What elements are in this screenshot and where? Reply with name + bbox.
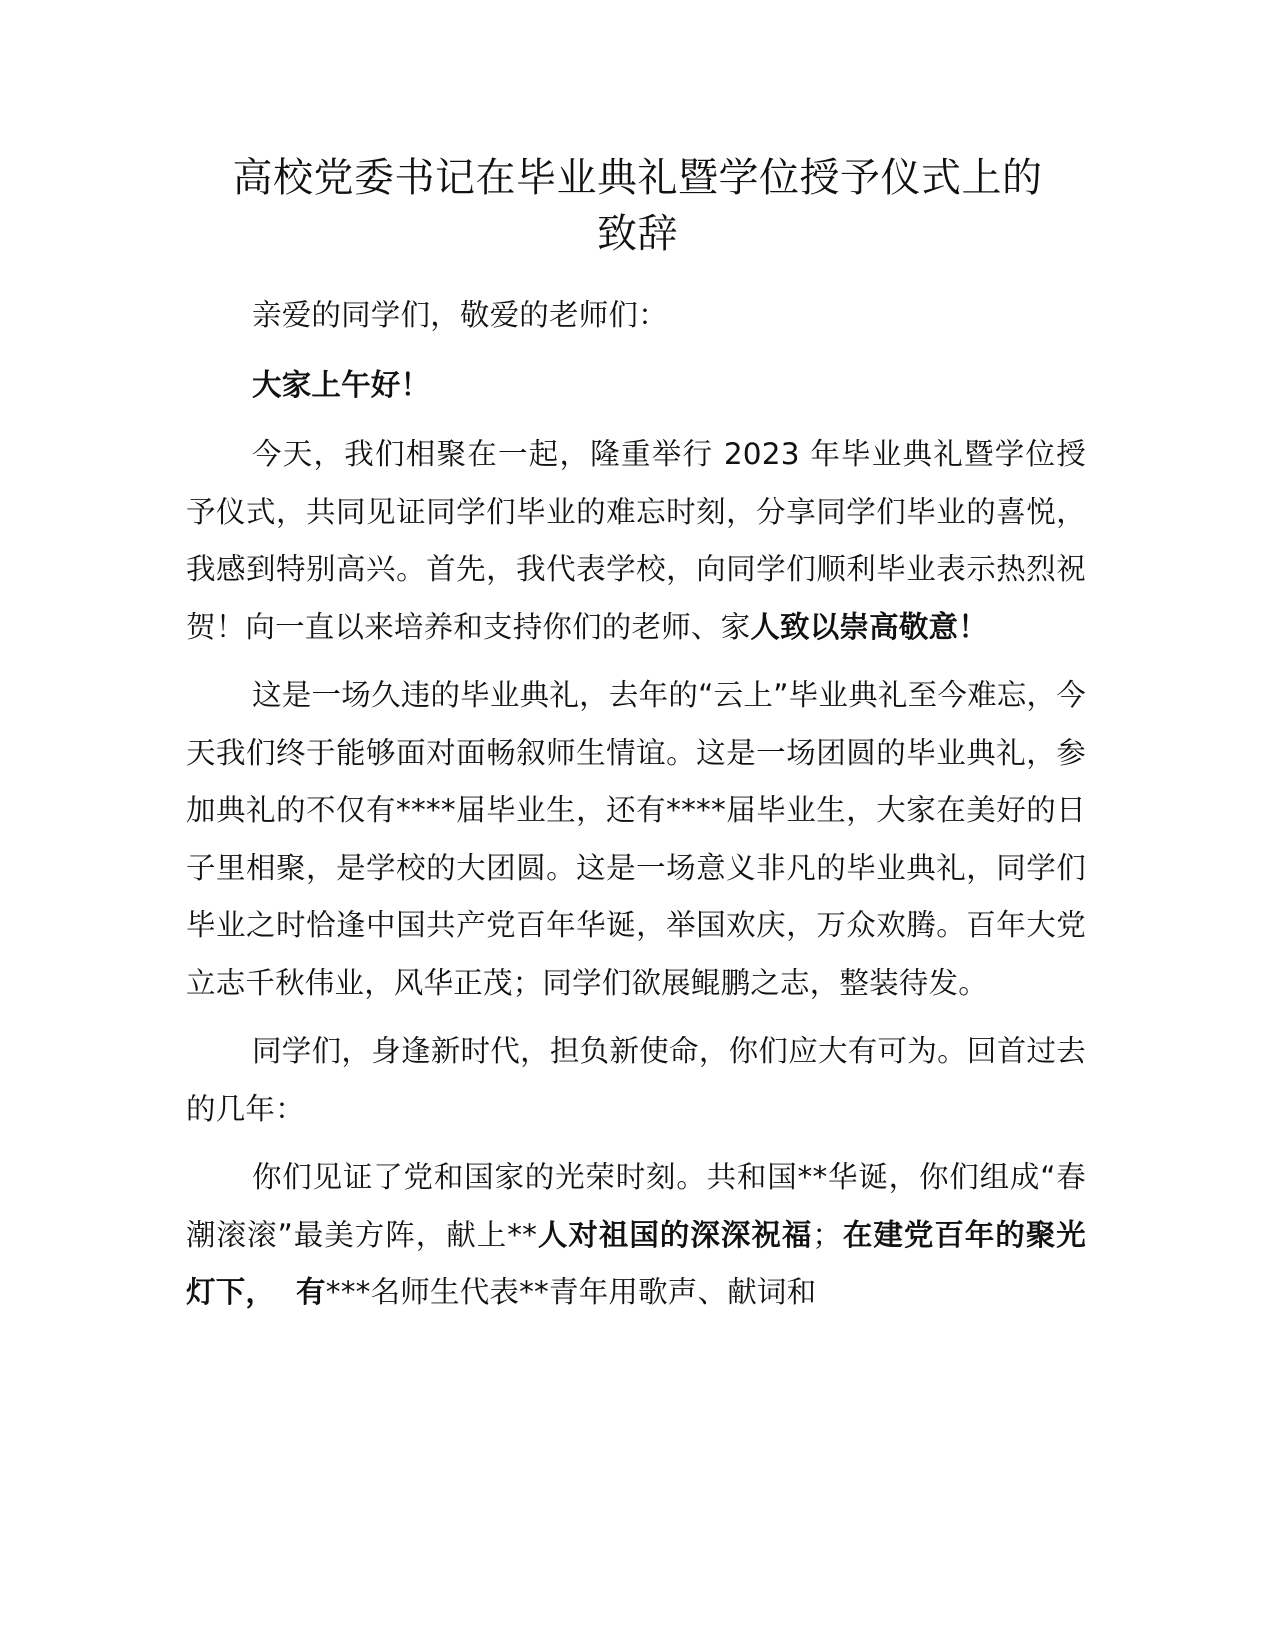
paragraph-1-bold-end: 人致以崇高敬意！: [750, 609, 988, 644]
paragraph-3: 同学们，身逢新时代，担负新使命，你们应大有可为。回首过去的几年：: [186, 1034, 1086, 1126]
paragraph-4-bold-2: 在建党百年的聚光灯下， 有: [186, 1217, 1086, 1309]
paragraph-1: [186, 426, 1086, 656]
paragraph-4-text-b: ；: [812, 1217, 843, 1252]
paragraph-4-text-a: 你们见证了党和国家的光荣时刻。共和国**华诞，你们组成“春潮滚滚”最美方阵，献上**: [186, 1160, 1086, 1252]
document-body: [186, 287, 1086, 1333]
salutation: 亲爱的同学们，敬爱的老师们：: [252, 298, 668, 332]
paragraph-4: [186, 1149, 1086, 1322]
title-line-2: 致辞: [597, 211, 678, 257]
paragraph-4-bold-1: 人对祖国的深深祝福: [537, 1217, 813, 1252]
paragraph-4-text-c: ***名师生代表**青年用歌声、献词和: [325, 1275, 817, 1309]
greeting: 大家上午好！: [252, 367, 431, 402]
paragraph-2: 这是一场久违的毕业典礼，去年的“云上”毕业典礼至今难忘，今天我们终于能够面对面畅叙师生情谊。这是一场团圆的毕业典礼，参加典礼的不仅有****届毕业生，还有****届毕业生，大家在美好的日子里相聚，是学校的大团圆。这是一场意义非凡的毕业典礼，同学们毕业之时恰逢中国共产党百年华诞，举国欢庆，万众欢腾。百年大党立志千秋伟业，风华正茂；同学们欲展鲲鹏之志，整装待发。: [186, 678, 1086, 1000]
title-line-1: 高校党委书记在毕业典礼暨学位授予仪式上的: [232, 155, 1043, 201]
document-title: [160, 150, 1115, 262]
paragraph-1-text: 今天，我们相聚在一起，隆重举行 2023 年毕业典礼暨学位授予仪式，共同见证同学们毕业的难忘时刻，分享同学们毕业的喜悦，我感到特别高兴。首先，我代表学校，向同学们顺利毕业表示热烈祝贺！向一直以来培养和支持你们的老师、家: [186, 437, 1086, 644]
